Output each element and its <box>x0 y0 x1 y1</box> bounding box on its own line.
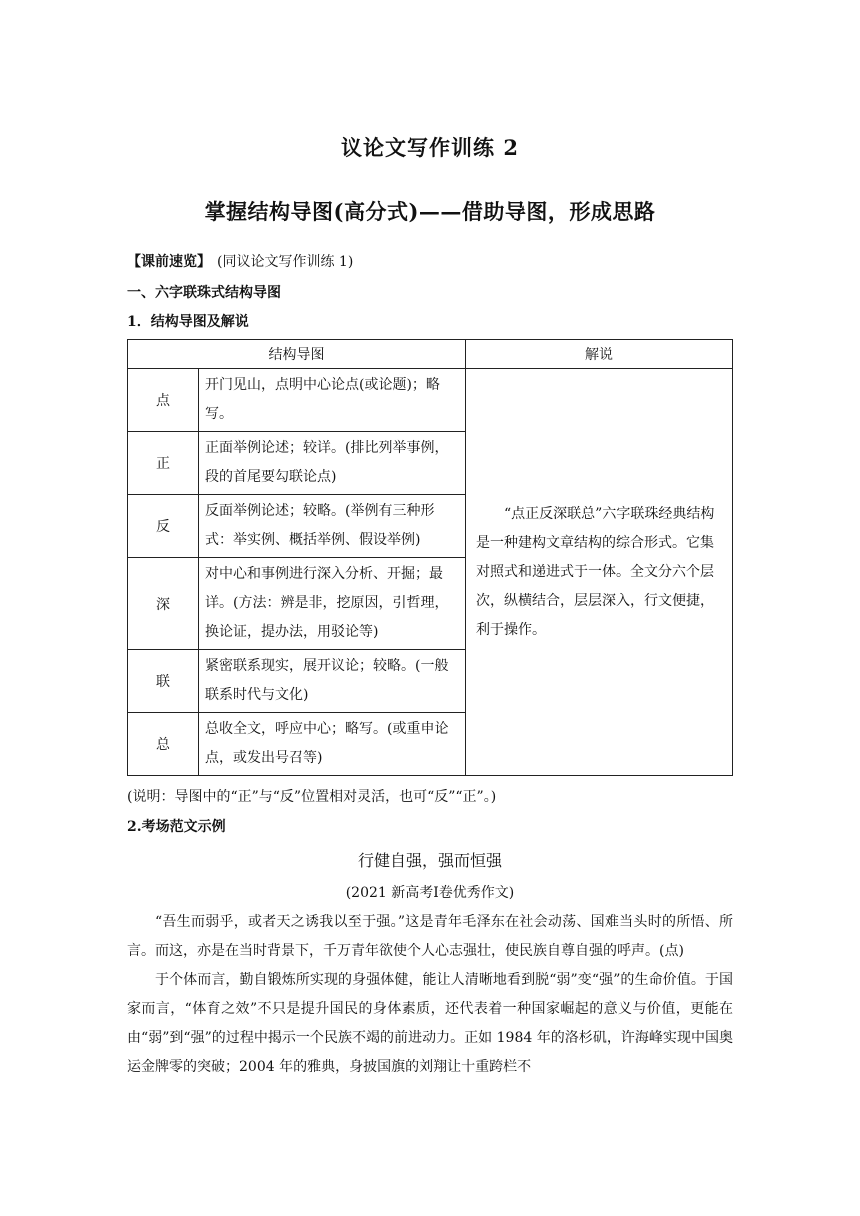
item-heading-1: 1．结构导图及解说 <box>127 314 249 330</box>
intro-line <box>127 251 353 271</box>
row-key: 总 <box>128 713 199 776</box>
table-header-structure: 结构导图 <box>128 340 466 369</box>
row-text: 正面举例论述；较详。(排比列举事例，段的首尾要勾联论点) <box>199 432 466 495</box>
row-key: 反 <box>128 495 199 558</box>
essay-title: 行健自强，强而恒强 <box>357 851 502 870</box>
page-title: 议论文写作训练 2 <box>341 135 519 160</box>
table-header-explanation: 解说 <box>466 340 733 369</box>
essay-source: (2021 新高考Ⅰ卷优秀作文) <box>345 885 515 901</box>
item-heading-2: 2.考场范文示例 <box>127 819 226 835</box>
essay-body <box>127 908 733 1082</box>
row-text: 紧密联系现实，展开议论；较略。(一般联系时代与文化) <box>199 650 466 713</box>
row-text: 对中心和事例进行深入分析、开掘；最详。(方法：辨是非，挖原因，引哲理，换论证，提办法，用驳论等) <box>199 558 466 650</box>
structure-table <box>127 339 733 776</box>
section-heading: 一、六字联珠式结构导图 <box>127 285 281 301</box>
row-key: 正 <box>128 432 199 495</box>
row-text: 反面举例论述；较略。(举例有三种形式：举实例、概括举例、假设举例) <box>199 495 466 558</box>
row-text: 总收全文，呼应中心；略写。(或重申论点，或发出号召等) <box>199 713 466 776</box>
intro-label: 【课前速览】 <box>127 254 211 270</box>
row-text: 开门见山，点明中心论点(或论题)；略写。 <box>199 369 466 432</box>
note-text: (说明：导图中的“正”与“反”位置相对灵活，也可“反”“正”。) <box>127 789 497 805</box>
essay-paragraph: “吾生而弱乎，或者天之诱我以至于强。”这是青年毛泽东在社会动荡、国难当头时的所悟、所言。而这，亦是在当时背景下，千万青年欲使个人心志强壮，使民族自尊自强的呼声。(点) <box>127 914 733 959</box>
row-key: 联 <box>128 650 199 713</box>
table-row <box>128 369 733 432</box>
page-subtitle: 掌握结构导图(高分式)——借助导图，形成思路 <box>204 199 656 224</box>
row-key: 深 <box>128 558 199 650</box>
essay-paragraph: 于个体而言，勤自锻炼所实现的身强体健，能让人清晰地看到脱“弱”变“强”的生命价值。于国家而言，“体育之效”不只是提升国民的身体素质，还代表着一种国家崛起的意义与价值，更能在由“弱”到“强”的过程中揭示一个民族不竭的前进动力。正如 1984 年的洛杉矶，许海峰实现中国奥运金牌零的突破；2004 年的雅典，身披国旗的刘翔让十重跨栏不 <box>127 972 733 1075</box>
explanation-cell: “点正反深联总”六字联珠经典结构是一种建构文章结构的综合形式。它集对照式和递进式于一体。全文分六个层次，纵横结合，层层深入，行文便捷，利于操作。 <box>466 369 733 776</box>
intro-note: (同议论文写作训练 1) <box>217 254 354 270</box>
row-key: 点 <box>128 369 199 432</box>
